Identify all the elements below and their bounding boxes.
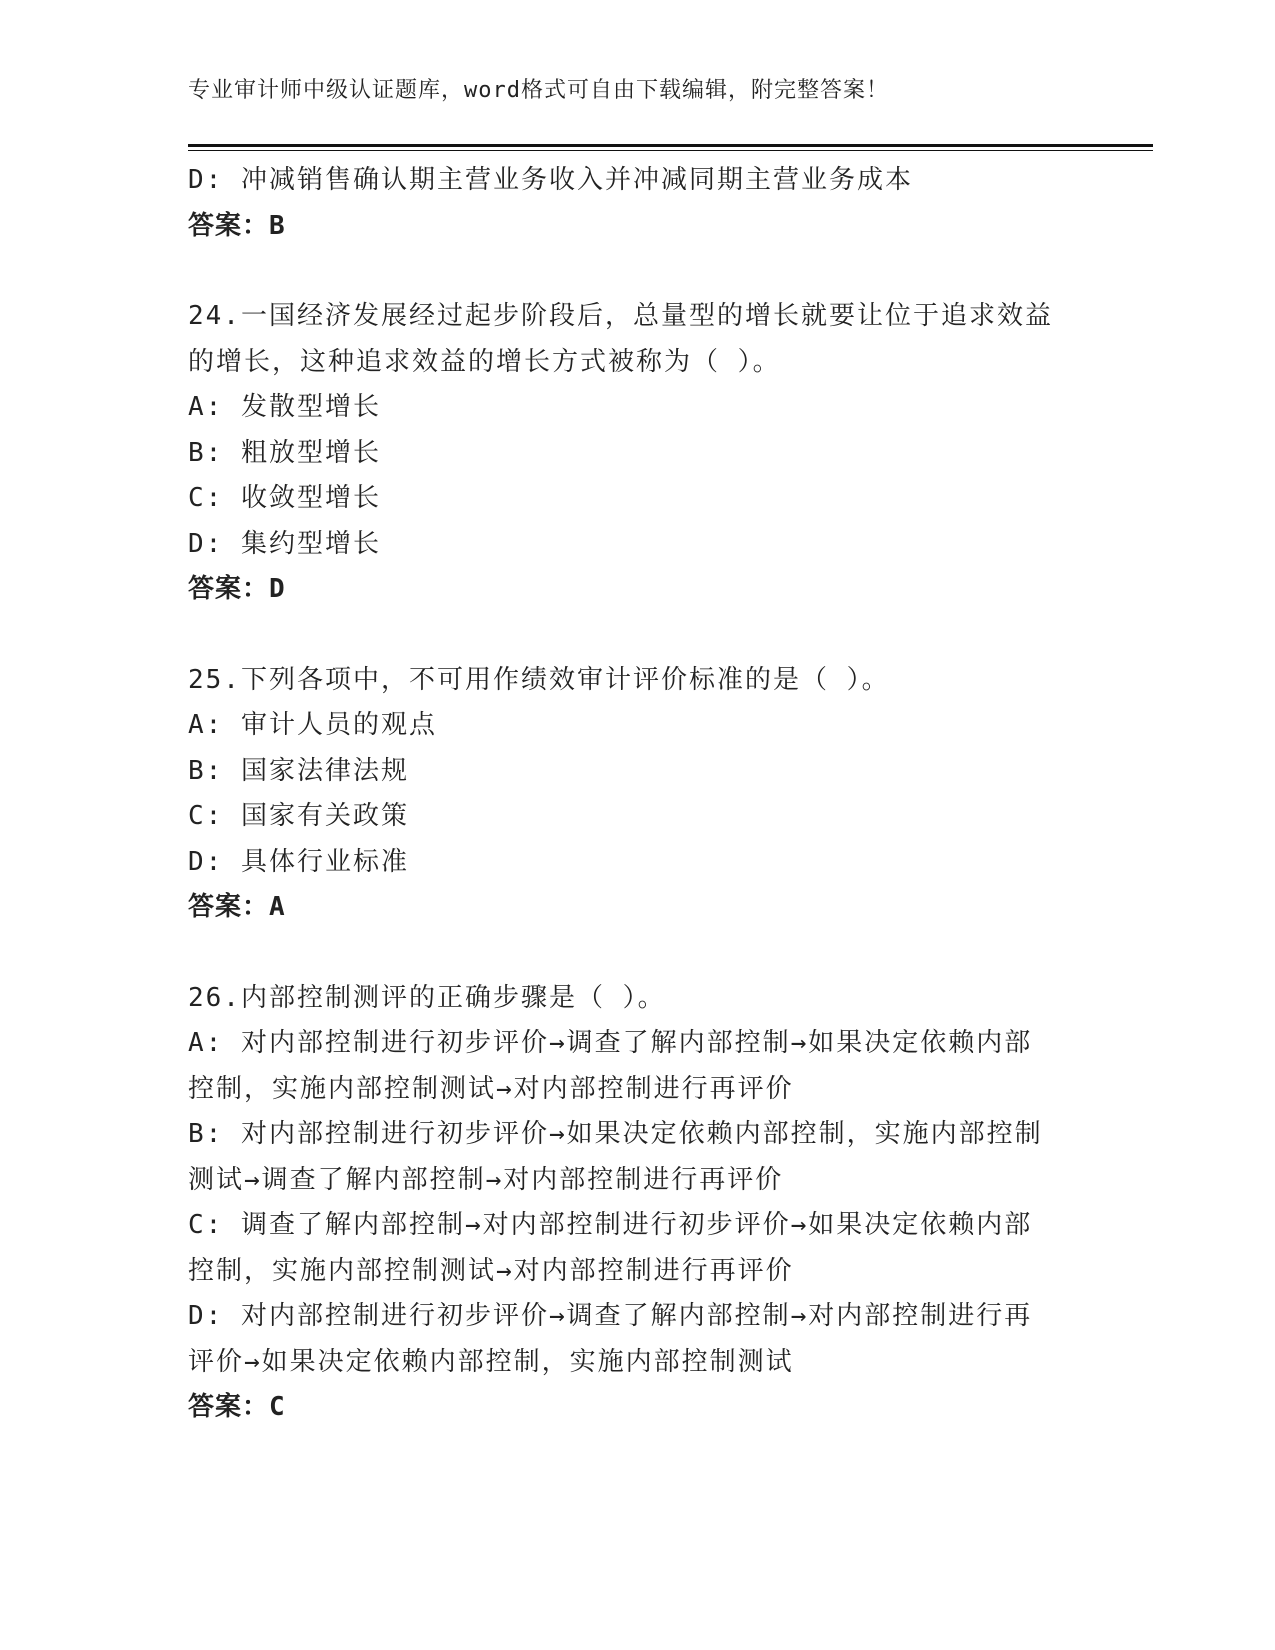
answer: 答案：C xyxy=(188,1392,286,1422)
option-a: A: 对内部控制进行初步评价→调查了解内部控制→如果决定依赖内部 xyxy=(188,1028,1033,1058)
option-b: B: 对内部控制进行初步评价→如果决定依赖内部控制，实施内部控制 xyxy=(188,1119,1043,1149)
option-d: D: 集约型增长 xyxy=(188,528,381,559)
option-c: C: 收敛型增长 xyxy=(188,483,381,513)
option-c: C: 国家有关政策 xyxy=(188,801,409,831)
option-a: A: 审计人员的观点 xyxy=(188,710,437,740)
option-b: B: 国家法律法规 xyxy=(188,755,409,786)
page-header: 专业审计师中级认证题库，word格式可自由下载编辑，附完整答案！ xyxy=(188,78,889,103)
question-stem: 的增长，这种追求效益的增长方式被称为（ ）。 xyxy=(188,346,781,377)
header-rule-thin xyxy=(188,150,1153,151)
answer: 答案：A xyxy=(188,892,286,922)
prev-answer: 答案：B xyxy=(188,210,286,241)
option-c-cont: 控制，实施内部控制测试→对内部控制进行再评价 xyxy=(188,1255,794,1286)
question-stem: 25.下列各项中，不可用作绩效审计评价标准的是（ ）。 xyxy=(188,664,890,695)
spacer xyxy=(188,249,1088,294)
answer: 答案：D xyxy=(188,574,286,604)
option-b-cont: 测试→调查了解内部控制→对内部控制进行再评价 xyxy=(188,1164,784,1195)
header-rule-thick xyxy=(188,144,1153,147)
option-a-cont: 控制，实施内部控制测试→对内部控制进行再评价 xyxy=(188,1073,794,1104)
option-d: D: 具体行业标准 xyxy=(188,846,409,877)
question-25 xyxy=(188,658,1088,931)
question-stem: 26.内部控制测评的正确步骤是（ ）。 xyxy=(188,982,666,1013)
question-stem: 24.一国经济发展经过起步阶段后，总量型的增长就要让位于追求效益 xyxy=(188,301,1053,331)
prev-option-d: D: 冲减销售确认期主营业务收入并冲减同期主营业务成本 xyxy=(188,165,913,195)
question-24 xyxy=(188,294,1088,613)
option-a: A: 发散型增长 xyxy=(188,392,381,422)
question-content xyxy=(188,158,1088,1431)
spacer xyxy=(188,613,1088,658)
option-d-cont: 评价→如果决定依赖内部控制，实施内部控制测试 xyxy=(188,1346,794,1377)
spacer xyxy=(188,931,1088,976)
question-26 xyxy=(188,976,1088,1431)
option-d: D: 对内部控制进行初步评价→调查了解内部控制→对内部控制进行再 xyxy=(188,1301,1033,1331)
option-c: C: 调查了解内部控制→对内部控制进行初步评价→如果决定依赖内部 xyxy=(188,1210,1033,1240)
option-b: B: 粗放型增长 xyxy=(188,437,381,468)
